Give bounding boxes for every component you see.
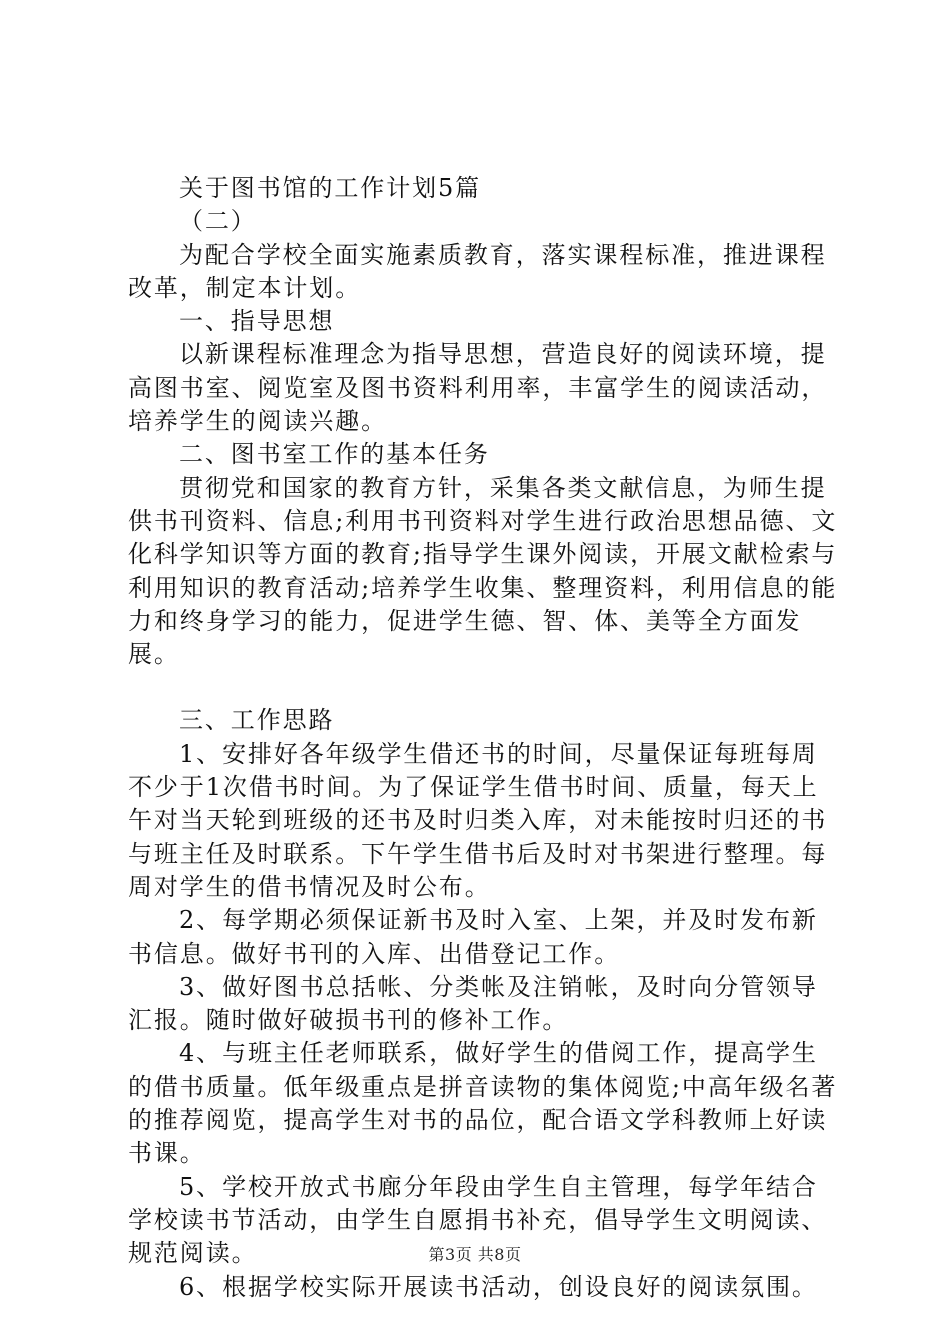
- page-footer: 第3页 共8页: [428, 1245, 522, 1264]
- list-item-1: 1、安排好各年级学生借还书的时间，尽量保证每班每周不少于1次借书时间。为了保证学生借书时间、质量，每天上午对当天轮到班级的还书及时归类入库，对未能按时归还的书与班主任及时联系。下午学生借书后及时对书架进行整理。每周对学生的借书情况及时公布。: [128, 739, 828, 901]
- paragraph-basic-tasks: 贯彻党和国家的教育方针，采集各类文献信息，为师生提供书刊资料、信息;利用书刊资料对学生进行政治思想品德、文化科学知识等方面的教育;指导学生课外阅读，开展文献检索与利用知识的教育活动;培养学生收集、整理资料，利用信息的能力和终身学习的能力，促进学生德、智、体、美等全方面发展。: [128, 473, 838, 669]
- paragraph-gap: [128, 671, 838, 704]
- list-item-5: 5、学校开放式书廊分年段由学生自主管理，每学年结合学校读书节活动，由学生自愿捐书补充，倡导学生文明阅读、规范阅读。: [128, 1172, 828, 1268]
- document-body: [128, 172, 838, 1304]
- section-heading-1: 一、指导思想: [179, 307, 335, 336]
- section-heading-2: 二、图书室工作的基本任务: [179, 440, 490, 469]
- list-item-2: 2、每学期必须保证新书及时入室、上架，并及时发布新书信息。做好书刊的入库、出借登记工作。: [128, 906, 818, 968]
- document-title: 关于图书馆的工作计划5篇: [179, 174, 482, 202]
- paragraph-intro: 为配合学校全面实施素质教育，落实课程标准，推进课程改革，制定本计划。: [128, 240, 827, 302]
- list-item-6: 6、根据学校实际开展读书活动，创设良好的阅读氛围。: [179, 1272, 818, 1301]
- list-item-4: 4、与班主任老师联系，做好学生的借阅工作，提高学生的借书质量。低年级重点是拼音读物的集体阅览;中高年级名著的推荐阅览，提高学生对书的品位，配合语文学科教师上好读书课。: [128, 1039, 838, 1168]
- document-subtitle: （二）: [179, 207, 257, 236]
- list-item-3: 3、做好图书总括帐、分类帐及注销帐，及时向分管领导汇报。随时做好破损书刊的修补工作。: [128, 972, 818, 1035]
- section-heading-3: 三、工作思路: [179, 706, 335, 735]
- paragraph-guiding-thought: 以新课程标准理念为指导思想，营造良好的阅读环境，提高图书室、阅览室及图书资料利用率，丰富学生的阅读活动，培养学生的阅读兴趣。: [128, 340, 828, 436]
